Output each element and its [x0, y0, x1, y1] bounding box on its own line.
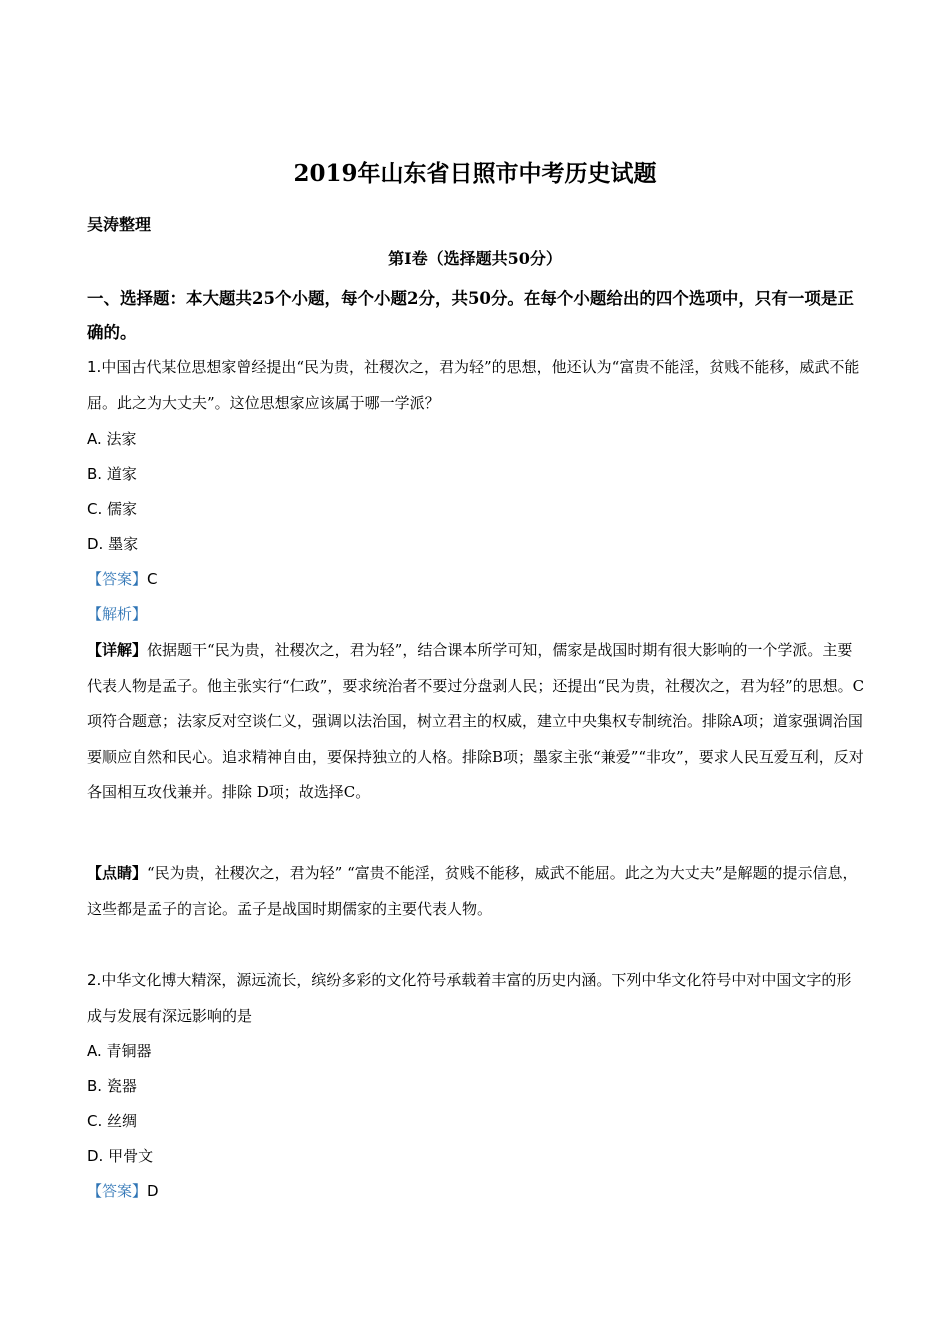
question-1-option-c [87, 495, 137, 523]
option-text: 甲骨文 [108, 1147, 154, 1165]
option-letter: C. [87, 1112, 103, 1130]
page-title: 2019年山东省日照市中考历史试题 [293, 160, 657, 187]
option-text: 青铜器 [106, 1042, 152, 1060]
question-1-answer [87, 565, 158, 593]
option-letter: D. [87, 535, 104, 553]
question-2-number: 2. [87, 971, 102, 989]
question-2-option-b [87, 1072, 137, 1100]
tip-text: “民为贵，社稷次之，君为轻” “富贵不能淫，贫贱不能移，威武不能屈。此之为大丈夫”是解题的提示信息，这些都是孟子的言论。孟子是战国时期儒家的主要代表人物。 [87, 864, 858, 918]
option-text: 瓷器 [106, 1077, 137, 1095]
analysis-tag: 【解析】 [87, 605, 148, 623]
author-line: 吴涛整理 [87, 215, 152, 234]
option-text: 法家 [106, 430, 137, 448]
question-1-option-d [87, 530, 138, 558]
option-text: 丝绸 [107, 1112, 138, 1130]
section-heading: 第Ⅰ卷（选择题共50分） [388, 249, 562, 268]
question-1-tip [87, 856, 865, 927]
question-1-option-b [87, 460, 137, 488]
option-text: 儒家 [107, 500, 138, 518]
instructions: 一、选择题：本大题共25个小题，每个小题2分，共50分。在每个小题给出的四个选项中，只有一项是正确的。 [87, 289, 854, 342]
answer-tag: 【答案】 [87, 570, 148, 588]
question-2-option-c [87, 1107, 137, 1135]
answer-value: D [147, 1182, 159, 1200]
option-letter: B. [87, 1077, 103, 1095]
question-2-text: 中华文化博大精深，源远流长，缤纷多彩的文化符号承载着丰富的历史内涵。下列中华文化符号中对中国文字的形成与发展有深远影响的是 [87, 971, 852, 1025]
answer-tag: 【答案】 [87, 1182, 148, 1200]
option-letter: A. [87, 1042, 102, 1060]
option-letter: B. [87, 465, 103, 483]
question-2-answer [87, 1177, 159, 1205]
question-2-option-d [87, 1142, 153, 1170]
question-1-option-a [87, 425, 137, 453]
question-1-analysis-tag [87, 600, 147, 628]
question-1-detail [87, 633, 865, 811]
option-letter: A. [87, 430, 102, 448]
answer-value: C [147, 570, 158, 588]
question-1-text: 中国古代某位思想家曾经提出“民为贵，社稷次之，君为轻”的思想，他还认为“富贵不能淫，贫贱不能移，威武不能屈。此之为大丈夫”。这位思想家应该属于哪一学派？ [87, 358, 860, 412]
option-letter: D. [87, 1147, 104, 1165]
question-1-number: 1. [87, 358, 102, 376]
detail-text: 依据题干“民为贵，社稷次之，君为轻”，结合课本所学可知，儒家是战国时期有很大影响的一个学派。主要代表人物是孟子。他主张实行“仁政”，要求统治者不要过分盘剥人民；还提出“民为贵，社稷次之，君为轻”的思想。C项符合题意；法家反对空谈仁义，强调以法治国，树立君主的权威，建立中央集权专制统治。排除A项；道家强调治国要顺应自然和民心。追求精神自由，要保持独立的人格。排除B项；墨家主张“兼爱”“非攻”，要求人民互爱互利，反对各国相互攻伐兼并。排除 D项；故选择C。 [87, 641, 865, 801]
question-2-stem [87, 963, 865, 1034]
detail-tag: 【详解】 [87, 641, 148, 659]
tip-tag: 【点睛】 [87, 864, 148, 882]
question-1-stem [87, 350, 865, 421]
option-letter: C. [87, 500, 103, 518]
option-text: 墨家 [108, 535, 139, 553]
question-2-option-a [87, 1037, 152, 1065]
option-text: 道家 [106, 465, 137, 483]
